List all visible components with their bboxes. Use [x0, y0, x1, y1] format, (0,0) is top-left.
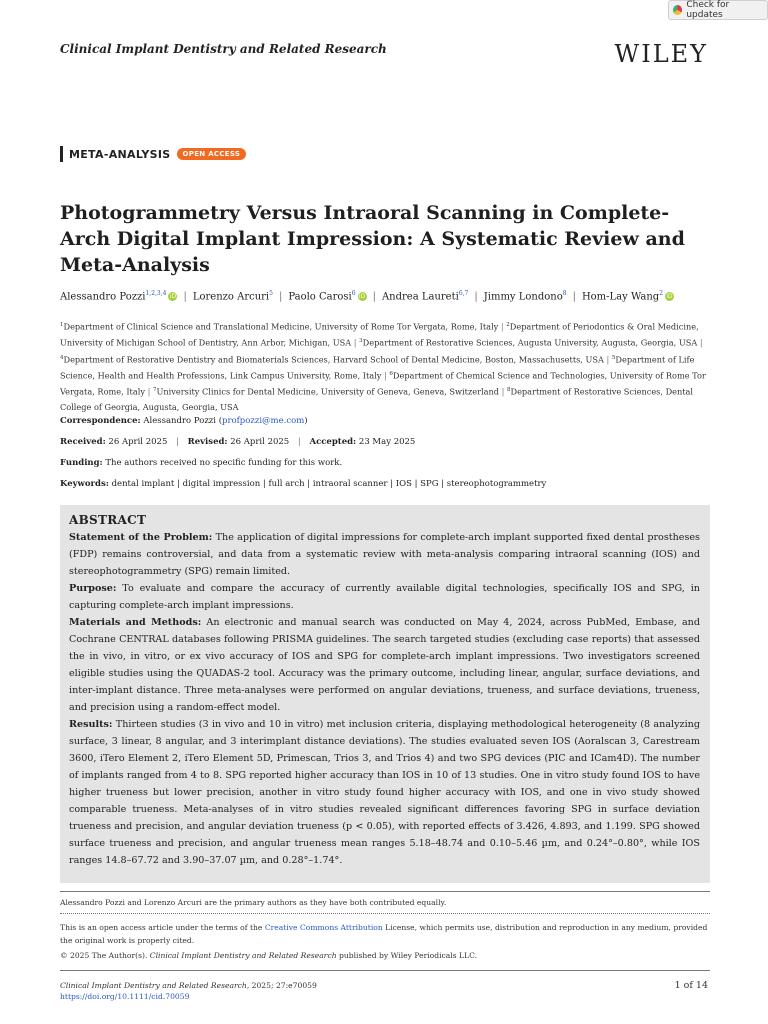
- open-access-badge: OPEN ACCESS: [177, 148, 247, 160]
- page-number: 1 of 14: [674, 980, 708, 991]
- affiliation-separator: |: [499, 387, 508, 398]
- affiliation-separator: |: [498, 321, 507, 332]
- affiliation-number: 7: [152, 387, 157, 394]
- author-list: [60, 290, 710, 302]
- orcid-icon[interactable]: iD: [358, 293, 366, 301]
- funding-text: The authors received no specific funding for this work.: [105, 458, 343, 468]
- check-for-updates-button[interactable]: [668, 0, 768, 20]
- affiliations: [60, 318, 710, 414]
- abstract-heading: ABSTRACT: [69, 513, 147, 527]
- author-separator: |: [183, 291, 187, 303]
- affiliation-number: 4: [60, 354, 64, 361]
- abstract-section-text: Thirteen studies (3 in vivo and 10 in vitro) met inclusion criteria, displaying methodological heterogeneity (8 analyzing surface, 3 linear, 8 angular, and 3 interimplant distance deviations). The studies evaluated seven IOS (Aoralscan 3, Carestream 3600, iTero Element 2, iTero Element 5D, Primescan, Trios 3, and Trios 4) and two SPG devices (PIC and ICam4D). The number of implants ranged from 4 to 8. SPG reported higher accuracy than IOS in 10 of 13 studies. One in vitro study found IOS to have higher trueness but lower precision, another in vitro study found higher accuracy with IOS, and one in vivo study showed comparable trueness. Meta-analyses of in vitro studies revealed significant differences favoring SPG in surface deviation trueness and precision, and angular deviation trueness (p < 0.05), with reported effects of 3.426, 4.893, and 1.199. SPG showed surface trueness and precision, and angular trueness mean ranges 5.18–48.74 and 0.10–5.46 µm, and 0.24°–0.80°, while IOS ranges 14.8–67.72 and 3.90–37.07 µm, and 0.28°–1.74°.: [69, 719, 700, 866]
- check-for-updates-label: Check for updates: [686, 0, 730, 20]
- author-name[interactable]: Paolo Carosi: [288, 291, 352, 303]
- primary-authors-note: Alessandro Pozzi and Lorenzo Arcuri are the primary authors as they have both contributed equally.: [60, 898, 447, 907]
- copyright-note: [60, 949, 710, 962]
- article-type-tag: [60, 146, 246, 162]
- separator: |: [176, 437, 179, 447]
- author-separator: |: [278, 291, 283, 303]
- abstract-section-text: An electronic and manual search was conducted on May 4, 2024, across PubMed, Embase, and Cochrane CENTRAL databases following PRISMA guidelines. The search targeted studies (excluding case reports) that assessed the in vivo, in vitro, or ex vivo accuracy of IOS and SPG for complete-arch implant impressions. Two investigators screened eligible studies using the QUADAS-2 tool. Accuracy was the primary outcome, including linear, angular, surface deviations, and inter-implant distance. Three meta-analyses were performed on angular deviations, trueness, and surface deviations, trueness, and precision using a random-effect model.: [69, 617, 700, 713]
- abstract-section-text: To evaluate and compare the accuracy of currently available digital technologies, specifically IOS and SPG, in capturing complete-arch implant impressions.: [69, 583, 700, 611]
- abstract-paragraph: [69, 716, 700, 869]
- abstract-paragraph: [69, 580, 700, 614]
- abstract-section-label: Purpose:: [69, 583, 117, 594]
- abstract-section-label: Statement of the Problem:: [69, 532, 213, 543]
- article-type: META-ANALYSIS: [69, 147, 171, 161]
- citation: [60, 980, 317, 1002]
- doi-link[interactable]: https://doi.org/10.1111/cid.70059: [60, 992, 190, 1001]
- correspondence-label: Correspondence:: [60, 416, 141, 426]
- author-affiliation-sup: 5: [269, 290, 273, 297]
- license-post: License, which permits use, distribution and reproduction in any medium, provided the original work is properly cited.: [60, 923, 708, 945]
- correspondence-email-link[interactable]: profpozzi@me.com: [222, 416, 305, 426]
- affiliation-number: 2: [506, 322, 510, 328]
- abstract-box: [60, 505, 710, 883]
- bottom-divider: [60, 970, 710, 971]
- correspondence: Correspondence: Alessandro Pozzi (profpozzi@me.com): [60, 416, 308, 426]
- copyright-journal: Clinical Implant Dentistry and Related Research: [149, 951, 337, 960]
- affiliation-number: 3: [359, 338, 363, 345]
- tag-bar: [60, 146, 63, 162]
- affiliation-text: Department of Chemical Science and Technologies, University of Rome Tor Vergata, Rome, Italy: [60, 370, 706, 398]
- abstract-body: [69, 529, 700, 869]
- affiliation-separator: |: [381, 370, 390, 381]
- funding-label: Funding:: [60, 458, 103, 468]
- dates: [60, 437, 415, 447]
- abstract-section-label: Results:: [69, 719, 113, 730]
- citation-details: , 2025; 27:e70059: [246, 981, 317, 990]
- author-affiliation-sup: 8: [562, 290, 567, 297]
- funding: [60, 458, 342, 468]
- orcid-icon[interactable]: iD: [666, 293, 673, 301]
- author-name[interactable]: Jimmy Londono: [483, 291, 563, 303]
- license-note: [60, 921, 710, 947]
- affiliation-separator: |: [697, 338, 703, 349]
- abstract-section-text: The application of digital impressions for complete-arch implant supported fixed dental prostheses (FDP) remains controversial, and data from a systematic review with meta-analysis comparing intraoral scanning (IOS) and stereophotogrammetry (SPG) remain limited.: [69, 532, 700, 577]
- affiliation-text: Department of Life Science, Health and Health Professions, Link Campus University, Rome, Italy: [60, 354, 695, 381]
- affiliation-separator: |: [144, 387, 153, 398]
- keywords: [60, 479, 546, 489]
- author-name[interactable]: Hom-Lay Wang: [581, 291, 660, 303]
- affiliation-number: 5: [611, 354, 616, 361]
- copyright-pre: © 2025 The Author(s).: [60, 951, 150, 960]
- creative-commons-link[interactable]: Creative Commons Attribution: [264, 923, 383, 932]
- author-separator: |: [372, 291, 376, 303]
- affiliation-number: 8: [507, 387, 511, 394]
- publisher-logo: WILEY: [614, 40, 708, 68]
- abstract-paragraph: [69, 614, 700, 716]
- abstract-paragraph: [69, 529, 700, 580]
- orcid-icon[interactable]: iD: [169, 293, 177, 301]
- separator: |: [297, 437, 301, 447]
- affiliation-separator: |: [351, 338, 360, 349]
- author-name[interactable]: Lorenzo Arcuri: [192, 291, 270, 303]
- abstract-section-label: Materials and Methods:: [69, 617, 202, 628]
- author-affiliation-sup: 6: [351, 290, 356, 297]
- copyright-post: published by Wiley Periodicals LLC.: [336, 951, 478, 960]
- affiliation-text: Department of Periodontics & Oral Medicine, University of Michigan School of Dentistry, Ann Arbor, Michigan, USA: [60, 321, 699, 349]
- accepted-label: Accepted:: [309, 437, 357, 447]
- correspondence-name: Alessandro Pozzi: [143, 416, 216, 426]
- crossmark-icon: [673, 5, 682, 15]
- affiliation-number: 1: [60, 322, 64, 328]
- author-separator: |: [572, 291, 576, 303]
- citation-journal: Clinical Implant Dentistry and Related Research: [60, 981, 247, 990]
- author-affiliation-sup: 6,7: [458, 290, 469, 297]
- footnote-divider: [60, 891, 710, 892]
- author-name[interactable]: Andrea Laureti: [381, 291, 459, 303]
- affiliation-separator: |: [603, 354, 612, 365]
- revised-date: 26 April 2025: [230, 437, 290, 447]
- affiliation-text: Department of Restorative Dentistry and Biomaterials Sciences, Harvard School of Dental Medicine, Boston, Massachusetts, USA: [63, 354, 604, 365]
- received-label: Received:: [60, 437, 106, 447]
- affiliation-text: University Clinics for Dental Medicine, University of Geneva, Geneva, Switzerland: [156, 387, 500, 398]
- author-separator: |: [474, 291, 478, 303]
- affiliation-text: Department of Clinical Science and Translational Medicine, University of Rome Tor Vergata, Rome, Italy: [63, 321, 499, 332]
- license-pre: This is an open access article under the terms of the: [60, 923, 265, 932]
- footnote-dotted-divider: [60, 913, 710, 914]
- author-name[interactable]: Alessandro Pozzi: [60, 291, 146, 303]
- author-affiliation-sup: 1,2,3,4: [145, 290, 167, 297]
- author-affiliation-sup: 2: [659, 290, 664, 297]
- received-date: 26 April 2025: [108, 437, 168, 447]
- revised-label: Revised:: [187, 437, 228, 447]
- affiliation-text: Department of Restorative Sciences, Dental College of Georgia, Augusta, Georgia, USA: [60, 387, 694, 412]
- keywords-text: dental implant | digital impression | full arch | intraoral scanner | IOS | SPG | stereophotogrammetry: [111, 479, 547, 489]
- journal-name: Clinical Implant Dentistry and Related Research: [60, 42, 387, 56]
- accepted-date: 23 May 2025: [358, 437, 416, 447]
- affiliation-number: 6: [389, 370, 393, 377]
- affiliation-text: Department of Restorative Sciences, Augusta University, Augusta, Georgia, USA: [362, 338, 698, 349]
- article-title: Photogrammetry Versus Intraoral Scanning in Complete-Arch Digital Implant Impression: A Systematic Review and Meta-Analysis: [60, 202, 685, 276]
- keywords-label: Keywords:: [60, 479, 109, 489]
